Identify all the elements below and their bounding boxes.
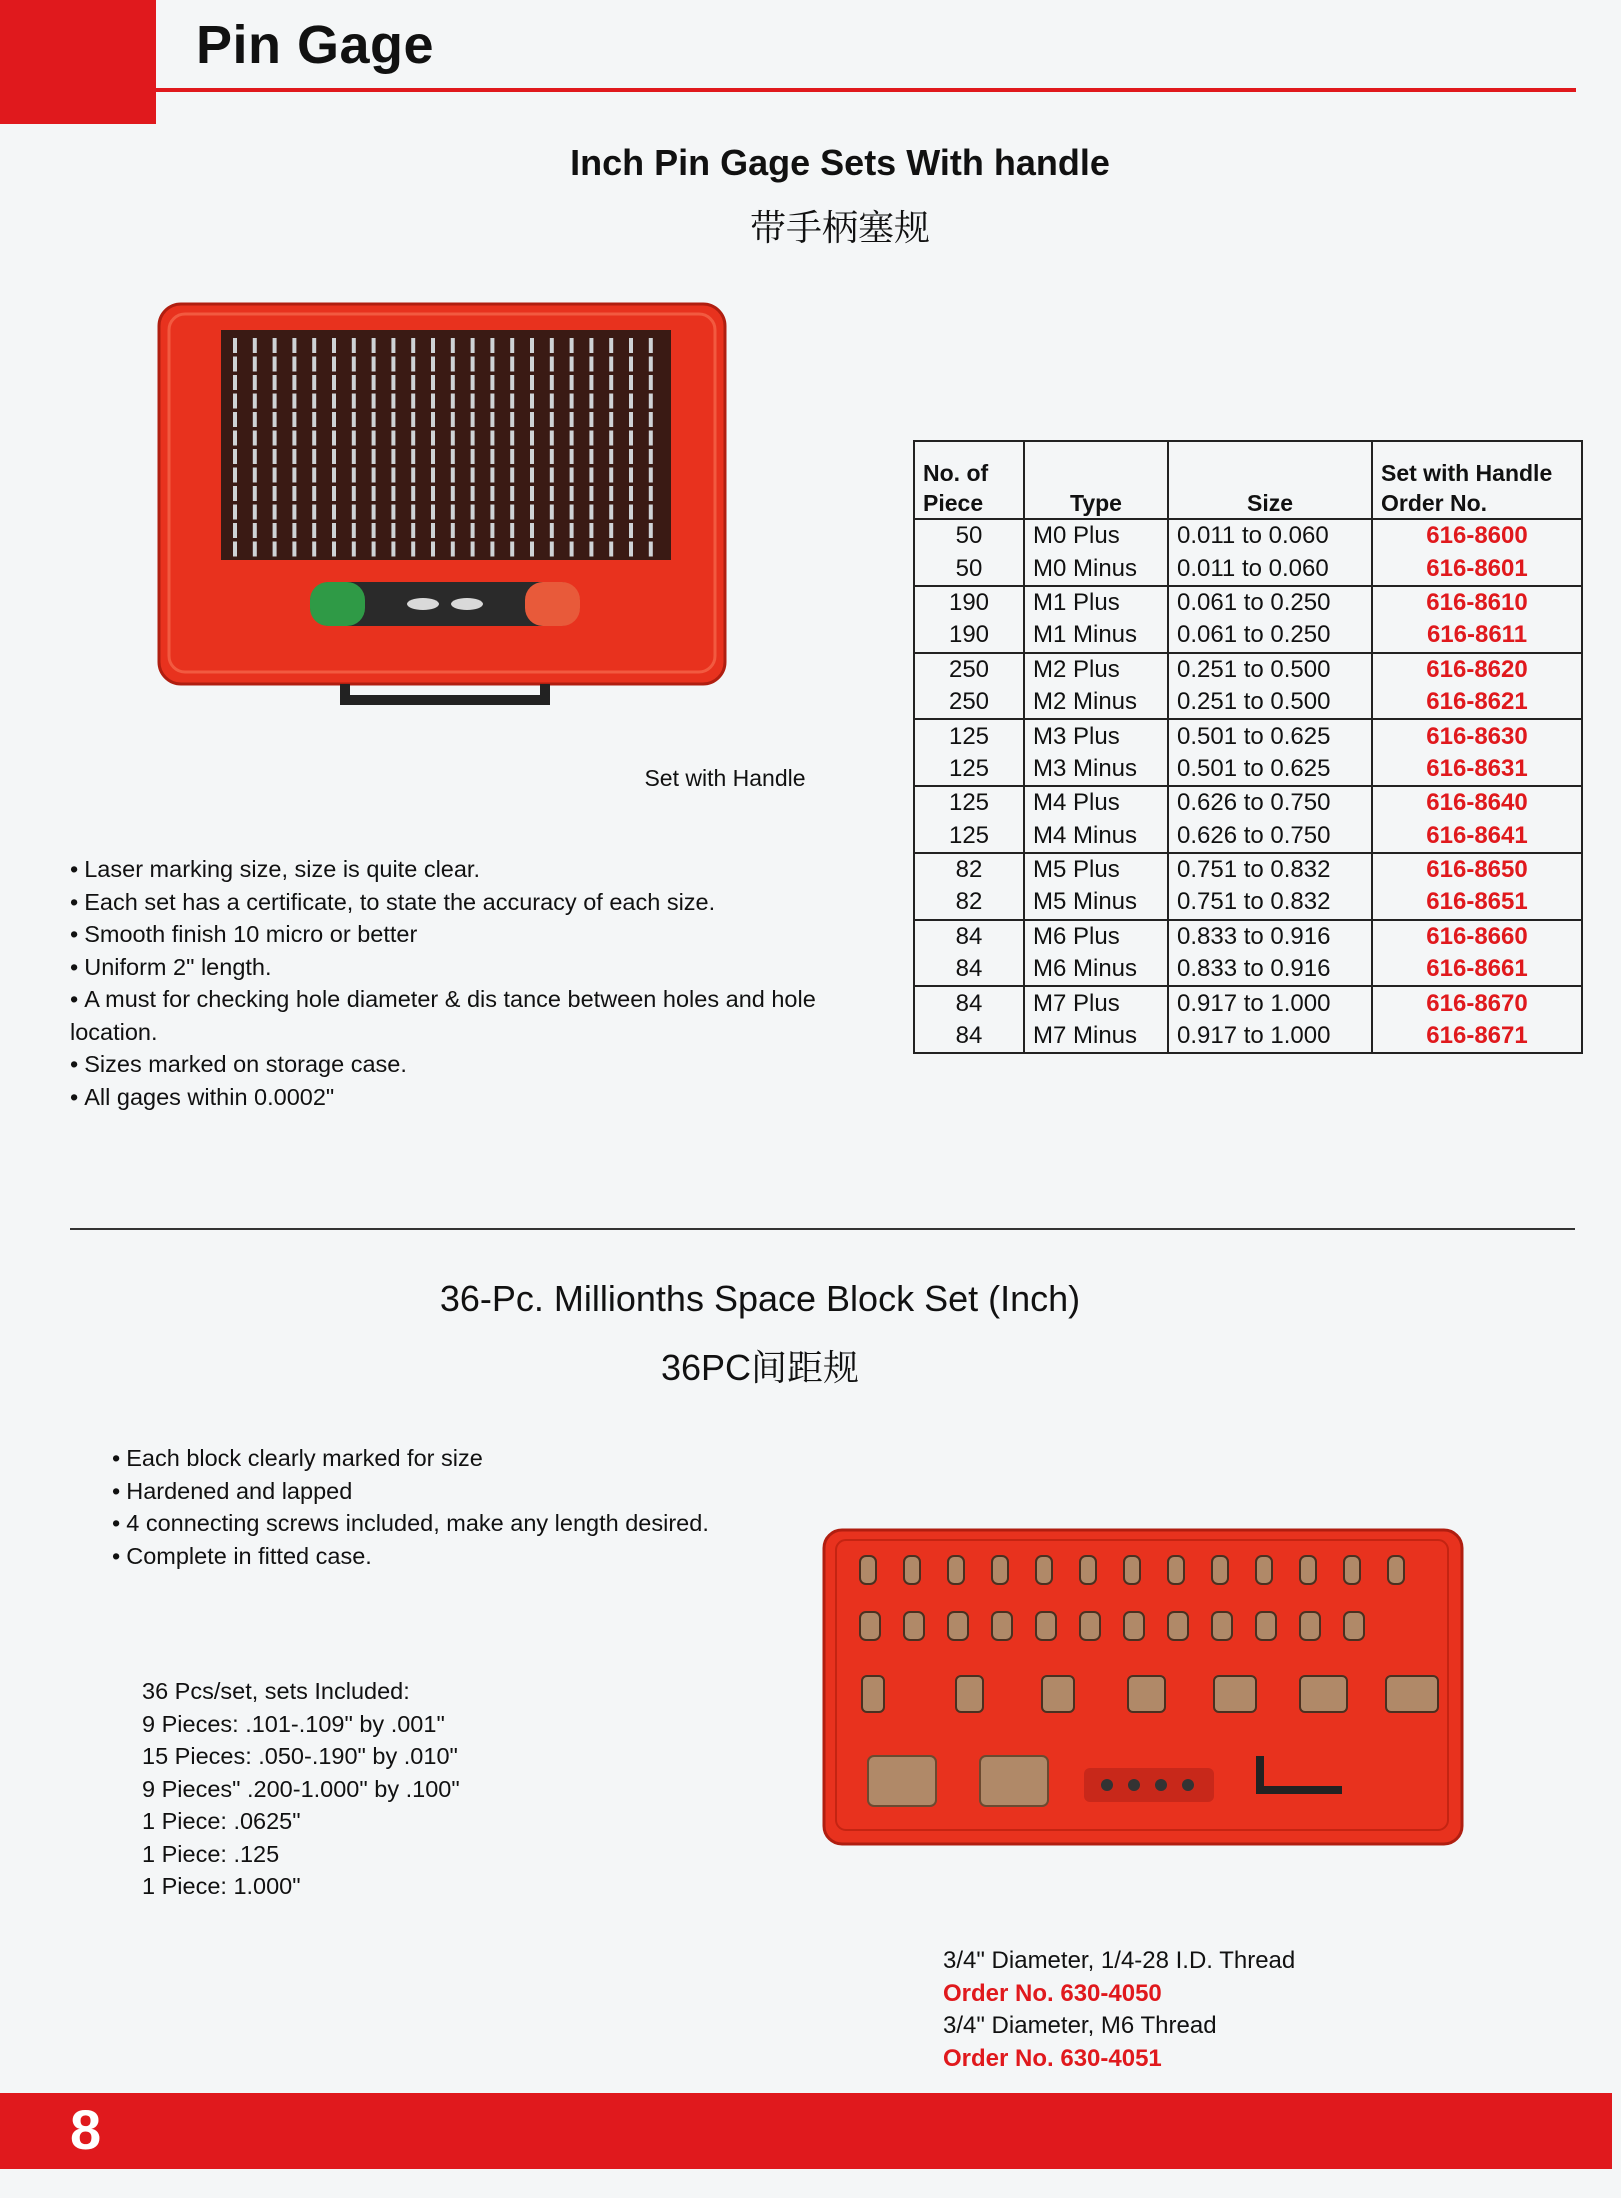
sets-included-list <box>142 1675 460 1903</box>
list-item: • Sizes marked on storage case. <box>70 1048 900 1081</box>
sets-included-line: 15 Pieces: .050-.190" by .010" <box>142 1743 458 1769</box>
cell-order-no: 616-8620 <box>1372 653 1582 686</box>
table-row <box>914 820 1582 853</box>
list-item: • Each block clearly marked for size <box>112 1442 892 1475</box>
cell-size: 0.751 to 0.832 <box>1168 853 1372 886</box>
header-rule <box>156 88 1576 92</box>
cell-size: 0.061 to 0.250 <box>1168 619 1372 652</box>
table-row <box>914 719 1582 752</box>
cell-pieces: 84 <box>914 1020 1024 1053</box>
cell-type: M2 Minus <box>1024 686 1168 719</box>
cell-type: M4 Minus <box>1024 820 1168 853</box>
order-info <box>943 1945 1295 2075</box>
cell-order-no: 616-8670 <box>1372 986 1582 1019</box>
col-header-pieces: No. of Piece <box>914 441 1024 519</box>
list-item: • Complete in fitted case. <box>112 1540 892 1573</box>
list-item: • 4 connecting screws included, make any length desired. <box>112 1507 892 1540</box>
cell-order-no: 616-8631 <box>1372 753 1582 786</box>
sets-included-line: 9 Pieces" .200-1.000" by .100" <box>142 1775 460 1802</box>
pin-gage-spec-table <box>913 440 1583 1054</box>
list-item: • A must for checking hole diameter & dis tance between holes and hole location. <box>70 983 900 1048</box>
table-header-row <box>914 441 1582 519</box>
list-item: • All gages within 0.0002" <box>70 1081 900 1114</box>
list-item: • Each set has a certificate, to state the accuracy of each size. <box>70 886 900 919</box>
table-row <box>914 552 1582 585</box>
table-row <box>914 619 1582 652</box>
section1-feature-list <box>70 853 900 1113</box>
cell-size: 0.751 to 0.832 <box>1168 886 1372 919</box>
order-number: Order No. 630-4050 <box>943 1979 1162 2007</box>
table-row <box>914 653 1582 686</box>
header-red-block <box>0 0 156 124</box>
cell-pieces: 82 <box>914 853 1024 886</box>
cell-type: M5 Minus <box>1024 886 1168 919</box>
cell-type: M6 Plus <box>1024 920 1168 953</box>
cell-type: M5 Plus <box>1024 853 1168 886</box>
cell-size: 0.917 to 1.000 <box>1168 1020 1372 1053</box>
cell-size: 0.251 to 0.500 <box>1168 653 1372 686</box>
cell-type: M6 Minus <box>1024 953 1168 986</box>
cell-order-no: 616-8640 <box>1372 786 1582 819</box>
order-number: Order No. 630-4051 <box>943 2044 1162 2072</box>
footer-bar <box>0 2093 1612 2169</box>
sets-included-line: 9 Pieces: .101-.109" by .001" <box>142 1710 445 1737</box>
cell-pieces: 250 <box>914 686 1024 719</box>
cell-size: 0.501 to 0.625 <box>1168 719 1372 752</box>
cell-order-no: 616-8651 <box>1372 886 1582 919</box>
cell-size: 0.833 to 0.916 <box>1168 953 1372 986</box>
sets-included-line: 36 Pcs/set, sets Included: <box>142 1678 410 1704</box>
cell-type: M1 Minus <box>1024 619 1168 652</box>
order-desc: 3/4" Diameter, 1/4-28 I.D. Thread <box>943 1947 1296 1974</box>
cell-order-no: 616-8660 <box>1372 920 1582 953</box>
cell-order-no: 616-8641 <box>1372 820 1582 853</box>
cell-order-no: 616-8661 <box>1372 953 1582 986</box>
cell-size: 0.833 to 0.916 <box>1168 920 1372 953</box>
cell-pieces: 125 <box>914 719 1024 752</box>
cell-type: M4 Plus <box>1024 786 1168 819</box>
sets-included-line: 1 Piece: 1.000" <box>142 1873 301 1899</box>
cell-order-no: 616-8630 <box>1372 719 1582 752</box>
table-row <box>914 786 1582 819</box>
cell-order-no: 616-8650 <box>1372 853 1582 886</box>
table-row <box>914 519 1582 552</box>
cell-pieces: 84 <box>914 986 1024 1019</box>
section1-subtitle-cn: 带手柄塞规 <box>749 207 930 248</box>
cell-order-no: 616-8671 <box>1372 1020 1582 1053</box>
pin-gage-case-image <box>155 300 730 705</box>
table-row <box>914 753 1582 786</box>
cell-order-no: 616-8621 <box>1372 686 1582 719</box>
table-row <box>914 853 1582 886</box>
cell-size: 0.061 to 0.250 <box>1168 586 1372 619</box>
sets-included-line: 1 Piece: .0625" <box>142 1808 301 1834</box>
table-row <box>914 1020 1582 1053</box>
table-row <box>914 986 1582 1019</box>
cell-type: M7 Minus <box>1024 1020 1168 1053</box>
section1-title: Inch Pin Gage Sets With handle <box>570 142 1110 183</box>
cell-order-no: 616-8610 <box>1372 586 1582 619</box>
cell-size: 0.251 to 0.500 <box>1168 686 1372 719</box>
cell-type: M2 Plus <box>1024 653 1168 686</box>
section2-subtitle-cn: 36PC间距规 <box>660 1347 860 1388</box>
col-header-size: Size <box>1168 441 1372 519</box>
cell-type: M0 Minus <box>1024 552 1168 585</box>
page-number: 8 <box>70 2098 102 2161</box>
cell-size: 0.501 to 0.625 <box>1168 753 1372 786</box>
order-desc: 3/4" Diameter, M6 Thread <box>943 2012 1217 2039</box>
cell-pieces: 84 <box>914 920 1024 953</box>
cell-pieces: 125 <box>914 820 1024 853</box>
cell-pieces: 84 <box>914 953 1024 986</box>
cell-size: 0.626 to 0.750 <box>1168 820 1372 853</box>
cell-order-no: 616-8611 <box>1372 619 1582 652</box>
cell-type: M3 Minus <box>1024 753 1168 786</box>
cell-size: 0.011 to 0.060 <box>1168 519 1372 552</box>
cell-pieces: 82 <box>914 886 1024 919</box>
case-caption: Set with Handle <box>644 765 806 791</box>
cell-type: M7 Plus <box>1024 986 1168 1019</box>
cell-order-no: 616-8601 <box>1372 552 1582 585</box>
table-row <box>914 886 1582 919</box>
cell-type: M3 Plus <box>1024 719 1168 752</box>
space-block-case-image <box>822 1528 1464 1846</box>
cell-pieces: 190 <box>914 619 1024 652</box>
cell-type: M1 Plus <box>1024 586 1168 619</box>
cell-pieces: 50 <box>914 552 1024 585</box>
cell-type: M0 Plus <box>1024 519 1168 552</box>
page-title: Pin Gage <box>196 15 435 75</box>
table-row <box>914 586 1582 619</box>
col-header-type: Type <box>1024 441 1168 519</box>
sets-included-line: 1 Piece: .125 <box>142 1840 280 1867</box>
list-item: • Uniform 2" length. <box>70 951 900 984</box>
cell-size: 0.011 to 0.060 <box>1168 552 1372 585</box>
section2-feature-list <box>112 1442 892 1572</box>
table-row <box>914 920 1582 953</box>
section2-title: 36-Pc. Millionths Space Block Set (Inch) <box>439 1278 1081 1319</box>
list-item: • Laser marking size, size is quite clear. <box>70 853 900 886</box>
col-header-order: Set with Handle Order No. <box>1372 441 1582 519</box>
cell-pieces: 125 <box>914 786 1024 819</box>
table-row <box>914 686 1582 719</box>
section-divider <box>70 1228 1575 1230</box>
table-row <box>914 953 1582 986</box>
cell-pieces: 250 <box>914 653 1024 686</box>
cell-pieces: 50 <box>914 519 1024 552</box>
list-item: • Hardened and lapped <box>112 1475 892 1508</box>
list-item: • Smooth finish 10 micro or better <box>70 918 900 951</box>
cell-order-no: 616-8600 <box>1372 519 1582 552</box>
cell-pieces: 190 <box>914 586 1024 619</box>
cell-size: 0.917 to 1.000 <box>1168 986 1372 1019</box>
cell-pieces: 125 <box>914 753 1024 786</box>
cell-size: 0.626 to 0.750 <box>1168 786 1372 819</box>
